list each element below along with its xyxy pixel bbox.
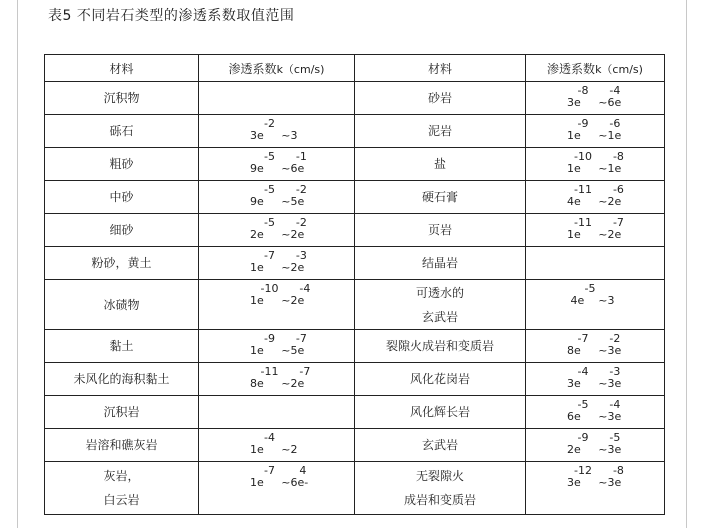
- material-cell: [45, 462, 199, 515]
- material-cell: [45, 396, 199, 429]
- exponent-text: -11 -7: [567, 216, 624, 229]
- permeability-value: [199, 115, 354, 147]
- permeability-value: [199, 148, 354, 180]
- permeability-cell: [199, 82, 355, 115]
- table-row: [45, 462, 665, 515]
- permeability-cell-2: [526, 462, 665, 515]
- permeability-value: [526, 115, 664, 147]
- exponent-text: -12 -8: [567, 464, 624, 477]
- mantissa-text: 2e ~2e: [250, 228, 305, 241]
- mantissa-text: 2e ~3e: [567, 443, 622, 456]
- permeability-value: [526, 330, 664, 362]
- permeability-value: [526, 280, 664, 329]
- permeability-cell-2: [526, 82, 665, 115]
- permeability-cell: [199, 214, 355, 247]
- mantissa-text: 3e ~3e: [567, 377, 622, 390]
- mantissa-text: 4e ~2e: [567, 195, 622, 208]
- material-name-line: 沉积物: [103, 91, 140, 105]
- exponent-text: -5 -2: [250, 183, 307, 196]
- mantissa-text: 9e ~6e: [250, 162, 305, 175]
- exponent-text: -4: [250, 431, 275, 444]
- material-name-line: 黏土: [109, 339, 134, 353]
- permeability-cell: [199, 148, 355, 181]
- material-name-line: 硬石膏: [421, 190, 458, 204]
- mantissa-text: 9e ~5e: [250, 195, 305, 208]
- material-name-line: 砂岩: [427, 91, 452, 105]
- permeability-value: [199, 181, 354, 213]
- material-cell-2: [355, 148, 526, 181]
- material-name-line: 泥岩: [427, 124, 452, 138]
- material-name-line: 白云岩: [103, 493, 140, 507]
- table-header-row: [45, 55, 665, 82]
- material-cell: [45, 82, 199, 115]
- permeability-cell-2: [526, 214, 665, 247]
- permeability-value: [526, 181, 664, 213]
- header-material: 材料: [45, 55, 199, 82]
- material-name-line: 细砂: [109, 223, 134, 237]
- permeability-value: [526, 214, 664, 246]
- permeability-cell: [199, 363, 355, 396]
- material-cell-2: [355, 82, 526, 115]
- material-cell-2: [355, 462, 526, 515]
- table-row: [45, 148, 665, 181]
- mantissa-text: 1e ~5e: [250, 344, 305, 357]
- table-row: [45, 280, 665, 330]
- mantissa-text: 3e ~3: [250, 129, 298, 142]
- permeability-cell: [199, 396, 355, 429]
- material-name-line: 粗砂: [109, 157, 134, 171]
- material-name-line: 冰碛物: [103, 297, 140, 312]
- table-row: [45, 181, 665, 214]
- material-cell: [45, 280, 199, 330]
- permeability-cell-2: [526, 280, 665, 330]
- page-border-right: [686, 0, 687, 528]
- exponent-text: -11 -6: [567, 183, 624, 196]
- material-name-line: 页岩: [427, 223, 452, 237]
- material-name-line: 可透水的: [415, 285, 464, 300]
- table-caption: 表5 不同岩石类型的渗透系数取值范围: [48, 8, 295, 24]
- exponent-text: -7 -3: [250, 249, 307, 262]
- exponent-text: -8 -4: [567, 84, 621, 97]
- material-cell: [45, 247, 199, 280]
- material-cell-2: [355, 247, 526, 280]
- exponent-text: -7 4: [250, 464, 307, 477]
- exponent-text: -7 -2: [567, 332, 621, 345]
- material-cell-2: [355, 396, 526, 429]
- table-row: [45, 396, 665, 429]
- permeability-value: [526, 429, 664, 461]
- exponent-text: -5: [567, 282, 596, 295]
- mantissa-text: 1e ~1e: [567, 129, 622, 142]
- mantissa-text: 1e ~2: [250, 443, 298, 456]
- table-row: [45, 82, 665, 115]
- material-cell: [45, 181, 199, 214]
- material-name-line: 砾石: [109, 124, 134, 138]
- permeability-cell-2: [526, 396, 665, 429]
- material-name-line: 粉砂，黄土: [91, 256, 152, 270]
- material-name-line: 风化花岗岩: [409, 372, 470, 386]
- header-perm-unit: k（cm/s): [276, 62, 325, 76]
- permeability-cell-2: [526, 181, 665, 214]
- exponent-text: -4 -3: [567, 365, 621, 378]
- material-cell: [45, 330, 199, 363]
- material-cell-2: [355, 429, 526, 462]
- page-border-left: [17, 0, 18, 528]
- header-permeability-2: [526, 55, 665, 82]
- material-name-line: 玄武岩: [421, 438, 458, 452]
- material-name-line: 灰岩，: [103, 469, 140, 483]
- material-cell: [45, 115, 199, 148]
- exponent-text: -5 -1: [250, 150, 307, 163]
- permeability-cell: [199, 115, 355, 148]
- material-cell-2: [355, 115, 526, 148]
- mantissa-text: 1e ~2e: [567, 228, 622, 241]
- exponent-text: -5 -2: [250, 216, 307, 229]
- permeability-cell: [199, 462, 355, 515]
- material-name-line: 裂隙火成岩和变质岩: [385, 339, 494, 353]
- material-cell-2: [355, 181, 526, 214]
- permeability-value: [199, 429, 354, 461]
- permeability-cell: [199, 181, 355, 214]
- permeability-cell-2: [526, 429, 665, 462]
- material-cell-2: [355, 280, 526, 330]
- permeability-value: [199, 363, 354, 395]
- mantissa-text: 1e ~2e: [250, 294, 305, 307]
- table-row: [45, 330, 665, 363]
- permeability-cell-2: [526, 247, 665, 280]
- permeability-table: [44, 54, 665, 515]
- header-perm-unit-2: k（cm/s): [595, 62, 643, 76]
- permeability-value: [526, 82, 664, 114]
- material-name-line: 结晶岩: [421, 256, 458, 270]
- exponent-text: -5 -4: [567, 398, 621, 411]
- mantissa-text: 1e ~6e-: [250, 476, 309, 489]
- header-perm-label-2: 渗透系数: [547, 61, 596, 76]
- permeability-value: [199, 280, 354, 329]
- material-name-line: 未风化的海积黏土: [73, 372, 170, 386]
- table-row: [45, 115, 665, 148]
- material-name-line: 盐: [433, 157, 446, 171]
- mantissa-text: 6e ~3e: [567, 410, 622, 423]
- material-name-line: 成岩和变质岩: [403, 493, 476, 507]
- material-name-line: 中砂: [109, 190, 134, 204]
- permeability-value: [526, 148, 664, 180]
- exponent-text: -10 -4: [250, 282, 311, 295]
- permeability-value: [526, 363, 664, 395]
- material-name-line: 沉积岩: [103, 405, 140, 419]
- header-perm-label: 渗透系数: [228, 61, 277, 76]
- material-cell-2: [355, 214, 526, 247]
- mantissa-text: 4e ~3: [567, 294, 615, 307]
- table-row: [45, 214, 665, 247]
- exponent-text: -9 -7: [250, 332, 307, 345]
- permeability-cell: [199, 280, 355, 330]
- permeability-value: [526, 396, 664, 428]
- permeability-value: [526, 462, 664, 514]
- mantissa-text: 8e ~2e: [250, 377, 305, 390]
- header-permeability: [199, 55, 355, 82]
- material-cell: [45, 148, 199, 181]
- permeability-cell: [199, 330, 355, 363]
- permeability-cell-2: [526, 148, 665, 181]
- table-row: [45, 247, 665, 280]
- exponent-text: -11 -7: [250, 365, 311, 378]
- permeability-value: [199, 462, 354, 514]
- exponent-text: -2: [250, 117, 275, 130]
- material-name-line: 玄武岩: [421, 309, 458, 324]
- permeability-value: [199, 247, 354, 279]
- permeability-cell: [199, 247, 355, 280]
- material-cell: [45, 363, 199, 396]
- header-material-2: 材料: [355, 55, 526, 82]
- material-cell-2: [355, 330, 526, 363]
- exponent-text: -10 -8: [567, 150, 624, 163]
- mantissa-text: 3e ~3e: [567, 476, 622, 489]
- mantissa-text: 3e ~6e: [567, 96, 622, 109]
- material-name-line: 岩溶和礁灰岩: [85, 438, 158, 452]
- material-cell: [45, 429, 199, 462]
- permeability-value: [199, 214, 354, 246]
- permeability-value: [199, 330, 354, 362]
- permeability-cell-2: [526, 330, 665, 363]
- mantissa-text: 1e ~2e: [250, 261, 305, 274]
- permeability-cell: [199, 429, 355, 462]
- exponent-text: -9 -6: [567, 117, 621, 130]
- material-cell-2: [355, 363, 526, 396]
- exponent-text: -9 -5: [567, 431, 621, 444]
- material-name-line: 无裂隙火: [415, 469, 464, 483]
- permeability-cell-2: [526, 115, 665, 148]
- mantissa-text: 1e ~1e: [567, 162, 622, 175]
- material-name-line: 风化辉长岩: [409, 405, 470, 419]
- mantissa-text: 8e ~3e: [567, 344, 622, 357]
- material-cell: [45, 214, 199, 247]
- permeability-cell-2: [526, 363, 665, 396]
- table-row: [45, 363, 665, 396]
- table-row: [45, 429, 665, 462]
